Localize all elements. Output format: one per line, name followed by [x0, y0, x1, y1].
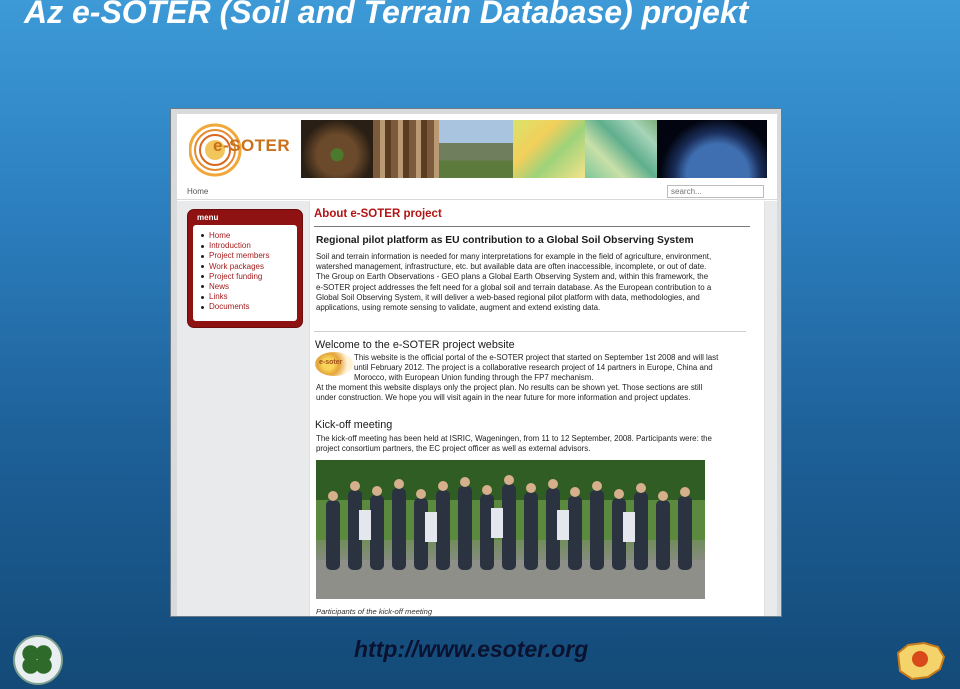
welcome-line-indented	[316, 373, 702, 404]
photo-soil-map	[585, 120, 657, 178]
esoter-site	[177, 114, 777, 617]
side-menu	[187, 209, 303, 328]
menu-item-links[interactable]: Links	[201, 292, 297, 302]
section-divider	[314, 331, 746, 332]
mini-logo-text: e-soter	[319, 359, 343, 366]
about-subtitle: Regional pilot platform as EU contribution to a Global Soil Observing System	[316, 235, 694, 246]
about-line: watershed management, infrastructure, etc. but available data are often inaccessible, incomplete, or out of date.	[316, 262, 707, 272]
kickoff-line: The kick-off meeting has been held at ISRIC, Wageningen, from 11 to 12 September, 2008. Participants were: the	[316, 434, 712, 443]
welcome-line: until February 2012. The project is a collaborative research project of 14 partners in Europe, China and	[354, 363, 713, 373]
about-paragraph	[316, 252, 711, 313]
site-banner	[177, 114, 777, 184]
welcome-line: At the moment this website displays only the project plan. No results can be shown yet. Those sections are still	[316, 383, 703, 393]
menu-item-home[interactable]: Home	[201, 231, 297, 241]
menu-item-documents[interactable]: Documents	[201, 302, 297, 312]
photo-earth-globe	[657, 120, 767, 178]
website-screenshot	[170, 108, 782, 617]
menu-item-project-funding[interactable]: Project funding	[201, 272, 297, 282]
top-navbar	[177, 184, 777, 200]
menu-item-news[interactable]: News	[201, 282, 297, 292]
search-input[interactable]	[667, 185, 764, 198]
kickoff-title: Kick-off meeting	[315, 419, 393, 431]
menu-item-introduction[interactable]: Introduction	[201, 241, 297, 251]
photo-soil-profile	[373, 120, 439, 178]
main-content	[309, 201, 765, 617]
menu-list	[193, 225, 297, 321]
slide-title: Az e-SOTER (Soil and Terrain Database) projekt	[24, 0, 749, 30]
menu-item-work-packages[interactable]: Work packages	[201, 262, 297, 272]
about-line: Soil and terrain information is needed for many interpretations for example in the field of agriculture, environment,	[316, 252, 712, 261]
nav-home-link[interactable]: Home	[187, 187, 209, 196]
menu-title: menu	[197, 213, 219, 222]
welcome-line: This website is the official portal of the e-SOTER project that started on September 1st 2008 and will last	[354, 353, 719, 362]
group-photo	[316, 460, 705, 599]
photo-terrain-map	[513, 120, 585, 178]
about-line: The Group on Earth Observations - GEO plans a Global Earth Observing System and, within this framework, the	[316, 272, 709, 282]
about-line: Global Soil Observing System, it will deliver a web-based regional pilot platform with data, methodologies, and	[316, 292, 700, 302]
welcome-title: Welcome to the e-SOTER project website	[315, 339, 515, 351]
brand-name: e-SOTER	[213, 136, 291, 155]
kickoff-line: project consortium partners, the EC project officer as well as external advisors.	[316, 444, 591, 454]
welcome-paragraph	[354, 353, 718, 373]
title-divider	[314, 226, 750, 227]
kickoff-paragraph	[316, 434, 712, 454]
clover-logo-icon	[13, 635, 63, 685]
welcome-line: under construction. We hope you will visit again in the near future for more information and project updates.	[316, 393, 691, 403]
esoter-url[interactable]: http://www.esoter.org	[354, 636, 589, 662]
menu-item-project-members[interactable]: Project members	[201, 251, 297, 261]
photo-caption: Participants of the kick-off meeting	[316, 607, 433, 616]
photo-landscape	[439, 120, 513, 178]
about-line: applications, using remote sensing to validate, augment and extend existing data.	[316, 303, 601, 313]
about-title: About e-SOTER project	[314, 208, 442, 220]
photo-seedling	[301, 120, 373, 178]
gis-map-logo-icon	[894, 637, 946, 685]
about-line: e-SOTER project addresses the felt need for a global soil and terrain database. As the European contribution to a	[316, 282, 712, 292]
welcome-line: Morocco, with European Union funding through the FP7 mechanism.	[354, 373, 594, 382]
